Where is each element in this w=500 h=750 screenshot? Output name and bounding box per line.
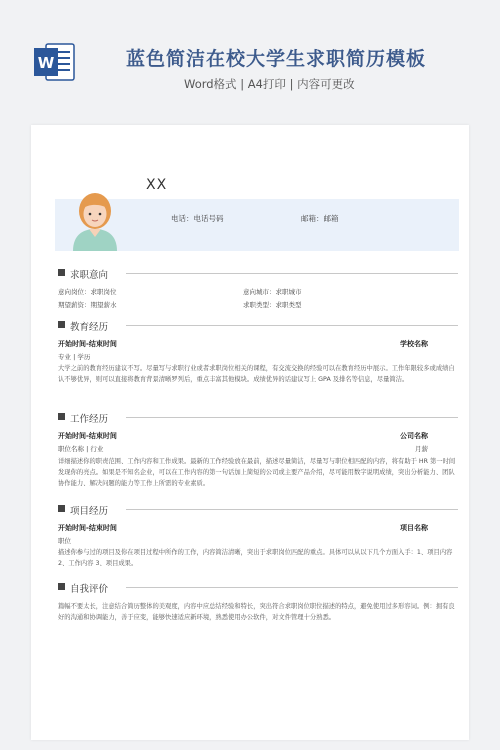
page-header [0,0,500,110]
work-salary: 月薪 [415,445,428,453]
section-title: 求职意向 [70,270,109,281]
section-divider [126,273,458,274]
section-work [58,411,458,423]
education-description: 大学之前的教育经历建议不写。尽量写与求职行业或者求职岗位相关的课程，有交流交换的经验可以在教育经历中展示。工作年限较多或成绩自认不够优异，则可以直接将教育背景清晰罗列后，重点丰富其他模块。成绩优异的话建议写上 GPA 及排名等信息，尽量简洁。 [58,365,455,383]
section-self-evaluation [58,581,458,593]
section-project [58,503,458,515]
section-marker [58,583,65,590]
candidate-name: XX [146,177,168,193]
section-title: 自我评价 [70,584,109,595]
section-divider [126,587,458,588]
page-title: 蓝色简洁在校大学生求职简历模板 [126,48,427,70]
section-marker [58,269,65,276]
project-role: 职位 [58,537,71,545]
section-marker [58,505,65,512]
section-title: 教育经历 [70,322,109,333]
section-divider [126,509,458,510]
page-subtitle: Word格式 | A4打印 | 内容可更改 [184,77,355,91]
section-divider [126,325,458,326]
project-time: 开始时间-结束时间 [58,524,117,532]
word-icon [32,40,76,84]
contact-email: 邮箱：邮箱 [301,214,339,223]
work-description: 详细描述你的职责范围、工作内容和工作成果。最新的工作经验放在最前，描述尽量简洁，尽量写与职位相匹配的内容，将有助于 HR 第一时间发现你的亮点。如果是不知名企业，可以在工作内容的第一句话加上简短的公司或主要产品介绍，尽可能用数字说明成绩，突出分析能力、团队协作能力、解决问题的能力等工作上所需的专业素质。 [58,458,456,487]
section-intention [58,267,458,279]
section-marker [58,413,65,420]
intention-type: 求职类型：求职类型 [243,301,302,309]
section-education [58,319,458,331]
education-time: 开始时间-结束时间 [58,340,117,348]
education-school: 学校名称 [400,340,428,348]
intention-city: 意向城市：求职城市 [243,288,302,296]
section-divider [126,417,458,418]
contact-phone: 电话：电话号码 [171,214,224,223]
section-title: 项目经历 [70,506,109,517]
svg-text:W: W [37,54,55,72]
intention-position: 意向岗位：求职岗位 [58,288,117,296]
section-marker [58,321,65,328]
self-evaluation-description: 篇幅不要太长，注意结合简历整体的美观度，内容中应总结经验和特长，突出符合求职岗位职位描述的特点，避免使用过多形容词。例：拥有良好的沟通和协调能力，善于应变，能够快速适应新环境，熟悉使用办公软件，对文件管理十分熟悉。 [58,603,455,621]
work-time: 开始时间-结束时间 [58,432,117,440]
work-company: 公司名称 [400,432,428,440]
project-description: 描述你参与过的项目及你在项目过程中所作的工作，内容简洁清晰，突出于求职岗位匹配的重点。具体可以从以下几个方面入手：1、项目内容 2、工作内容 3、项目成果。 [58,549,453,567]
avatar-icon [69,187,121,251]
education-major: 专业 | 学历 [58,353,91,361]
section-title: 工作经历 [70,414,109,425]
resume-page [31,125,469,740]
intention-salary: 期望薪资：期望薪水 [58,301,117,309]
project-name: 项目名称 [400,524,428,532]
work-role: 职位名称 | 行业 [58,445,104,453]
